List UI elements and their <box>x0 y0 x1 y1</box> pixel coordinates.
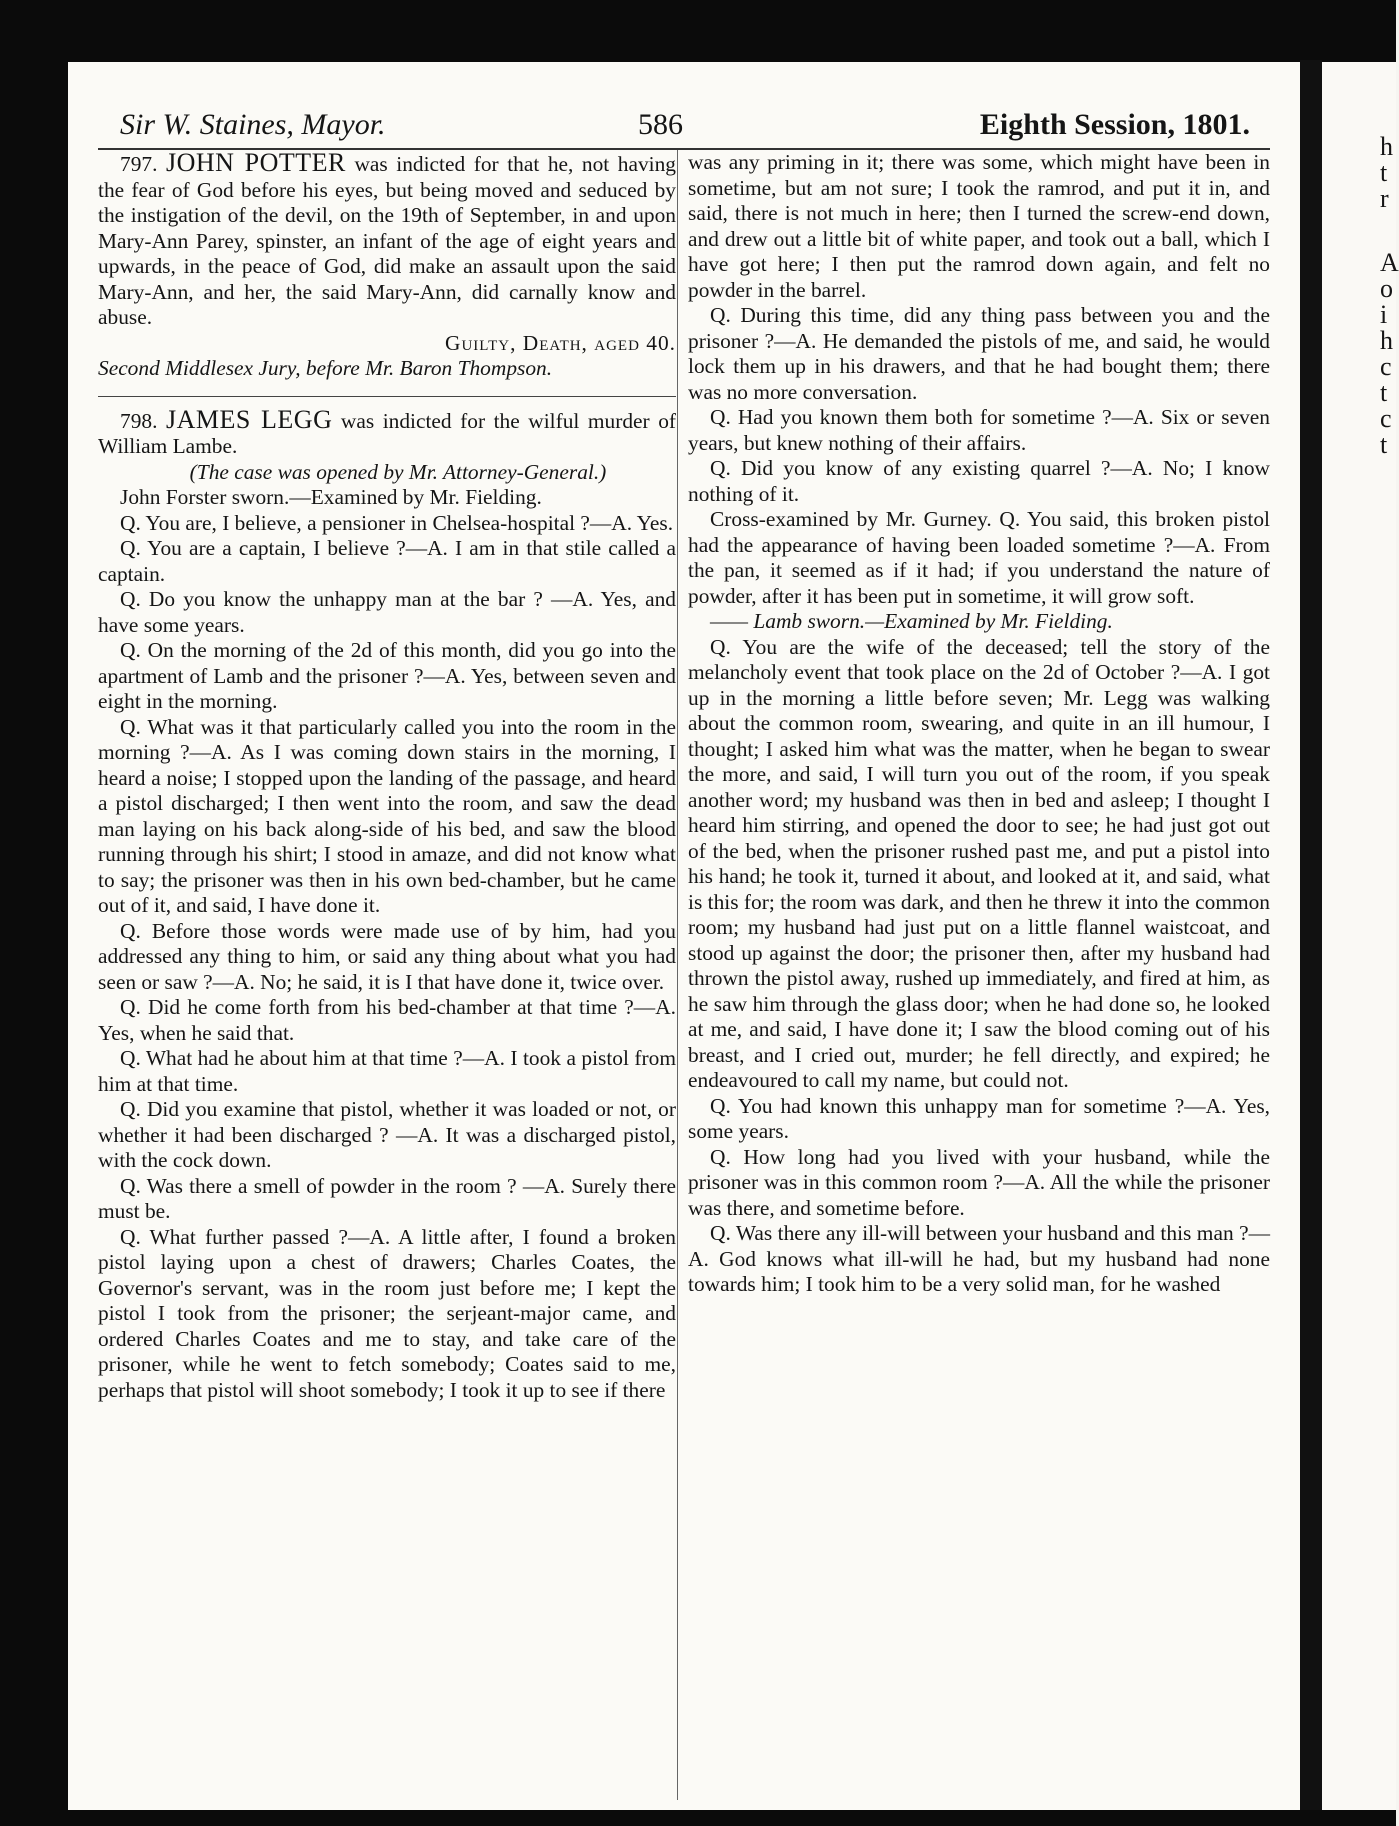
testimony-paragraph: Q. Did you examine that pistol, whether it was loaded or not, or whether it had been discharged ? —A. It was a discharged pistol, with the cock down. <box>98 1097 676 1172</box>
left-column <box>98 150 676 1800</box>
testimony-paragraph: was any priming in it; there was some, which might have been in sometime, but am not sure; I took the ramrod, and put it in, and said, there is not much in here; then I turned the screw-end down, and drew out a little bit of white paper, and took out a ball, which I have got here; I then put the ramrod down again, and felt no powder in the barrel. <box>688 150 1270 302</box>
next-page-fragment: h <box>1380 132 1393 161</box>
cross-examination: Cross-examined by Mr. Gurney. Q. You said, this broken pistol had the appearance of having been loaded sometime ?—A. From the pan, it seemed as if it had; if you understand the nature of powder, after it has been put in sometime, it will grow soft. <box>688 507 1270 608</box>
testimony-paragraph: Q. Was there any ill-will between your husband and this man ?—A. God knows what ill-will he had, but my husband had none towards him; I took him to be a very solid man, for he washed <box>688 1221 1270 1296</box>
scan-border-left <box>0 0 68 1826</box>
case-798 <box>98 404 677 460</box>
next-page-fragment: c <box>1380 404 1392 433</box>
next-page-fragment: r <box>1380 184 1389 213</box>
case-opened-note: (The case was opened by Mr. Attorney-General.) <box>189 459 607 484</box>
indictment-text: was indicted for that he, not having the fear of God before his eyes, but being moved and seduced by the instigation of the devil, on the 19th of September, in and upon Mary-Ann Parey, spinster, an infant of the age of eight years and upwards, in the peace of God, did make an assault upon the said Mary-Ann, and her, the said Mary-Ann, did carnally know and abuse. <box>98 152 676 329</box>
testimony-paragraph: Q. Did you know of any existing quarrel ?—A. No; I know nothing of it. <box>688 456 1270 506</box>
testimony-paragraph: Q. Do you know the unhappy man at the bar ? —A. Yes, and have some years. <box>98 587 676 637</box>
case-number: 797. <box>120 152 158 176</box>
witness-intro: —— Lamb sworn.—Examined by Mr. Fielding. <box>710 609 1113 633</box>
testimony-paragraph: Q. You are the wife of the deceased; tell the story of the melancholy event that took place on the 2d of October ?—A. I got up in the morning a little before seven; Mr. Legg was walking about the common room, swearing, and quite in an ill humour, I thought; I asked him what was the matter, when he began to swear the more, and said, I will turn you out of the room, if you speak another word; my husband was then in bed and asleep; I thought I heard him stirring, and opened the door to see; he had just got out of the bed, when the prisoner rushed past me, and put a pistol into his hand; he took it, turned it about, and looked at it, and said, what is this for; the room was dark, and then he threw it into the common room; my husband had just put on a little flannel waistcoat, and stood up against the door; the prisoner then, after my husband had thrown the pistol away, rushed up immediately, and fired at him, as he saw him through the glass door; when he had done so, he looked at me, and said, I have done it; I saw the blood coming out of his breast, and I cried out, murder; he fell directly, and expired; he endeavoured to call my name, but could not. <box>688 634 1270 1092</box>
right-column <box>688 150 1270 1800</box>
next-page-fragment: A <box>1380 248 1399 277</box>
scan-border-top <box>0 0 1396 62</box>
next-page-fragment: t <box>1380 378 1388 407</box>
next-page-fragment: t <box>1380 158 1388 187</box>
testimony-paragraph: Q. What was it that particularly called you into the room in the morning ?—A. As I was coming down stairs in the morning, I heard a noise; I stopped upon the landing of the passage, and heard a pistol discharged; I then went into the room, and saw the dead man laying on his back along-side of his bed, and saw the blood running through his shirt; I stood in amaze, and did not know what to say; the prisoner was then in his own bed-chamber, but he came out of it, and said, I have done it. <box>98 714 676 917</box>
header-session: Eighth Session, 1801. <box>979 108 1250 141</box>
testimony-paragraph: Q. How long had you lived with your husband, while the prisoner was in this common room ?—A. All the while the prisoner was there, and sometime before. <box>688 1144 1270 1220</box>
testimony-paragraph: Q. You had known this unhappy man for sometime ?—A. Yes, some years. <box>688 1093 1270 1143</box>
next-page-fragment: o <box>1380 274 1393 303</box>
testimony-paragraph: Q. You are, I believe, a pensioner in Chelsea-hospital ?—A. Yes. <box>120 510 674 535</box>
next-page-fragment: c <box>1380 352 1392 381</box>
next-page-edge <box>1322 62 1399 1810</box>
testimony-paragraph: Q. Did he come forth from his bed-chamber at that time ?—A. Yes, when he said that. <box>98 995 676 1045</box>
verdict: Guilty, Death, aged 40. <box>445 330 676 355</box>
witness-intro: John Forster sworn.—Examined by Mr. Fielding. <box>120 485 542 509</box>
defendant-name: JOHN POTTER <box>166 148 346 177</box>
testimony-paragraph: Q. You are a captain, I believe ?—A. I am in that stile called a captain. <box>98 536 676 586</box>
defendant-name: JAMES LEGG <box>165 404 333 434</box>
case-separator <box>98 386 676 397</box>
book-gutter <box>1300 60 1322 1820</box>
case-797 <box>98 150 676 331</box>
testimony-paragraph: Q. Before those words were made use of by him, had you addressed any thing to him, or said any thing about what you had seen or saw ?—A. No; he said, it is I that have done it, twice over. <box>98 918 676 994</box>
next-page-fragment: i <box>1380 300 1388 329</box>
testimony-paragraph: Q. What had he about him at that time ?—A. I took a pistol from him at that time. <box>98 1046 676 1096</box>
column-divider <box>677 150 678 1800</box>
page-number: 586 <box>638 108 683 141</box>
running-header <box>120 100 1250 150</box>
header-mayor: Sir W. Staines, Mayor. <box>120 108 386 141</box>
testimony-paragraph: Q. What further passed ?—A. A little after, I found a broken pistol laying upon a chest of drawers; Charles Coates, the Governor's servant, was in the room just before me; I kept the pistol I took from the prisoner; the serjeant-major came, and ordered Charles Coates and me to stay, and take care of the prisoner, while he went to fetch somebody; Coates said to me, perhaps that pistol will shoot somebody; I took it up to see if there <box>98 1224 676 1402</box>
indictment-text: was indicted for the wilful murder of William Lambe. <box>98 408 677 458</box>
scan-border-bottom <box>0 1810 1396 1826</box>
case-number: 798. <box>120 408 158 433</box>
testimony-paragraph: Q. Had you known them both for sometime ?—A. Six or seven years, but knew nothing of their affairs. <box>688 405 1270 455</box>
testimony-paragraph: Q. On the morning of the 2d of this month, did you go into the apartment of Lamb and the prisoner ?—A. Yes, between seven and eight in the morning. <box>98 638 676 713</box>
next-page-fragment: h <box>1380 326 1393 355</box>
next-page-fragment: t <box>1380 430 1388 459</box>
jury-line: Second Middlesex Jury, before Mr. Baron Thompson. <box>98 356 553 380</box>
testimony-paragraph: Q. Was there a smell of powder in the room ? —A. Surely there must be. <box>98 1173 676 1223</box>
testimony-paragraph: Q. During this time, did any thing pass between you and the prisoner ?—A. He demanded the pistols of me, and said, he would lock them up in his drawers, and that he had bought them; there was no more conversation. <box>688 303 1270 404</box>
